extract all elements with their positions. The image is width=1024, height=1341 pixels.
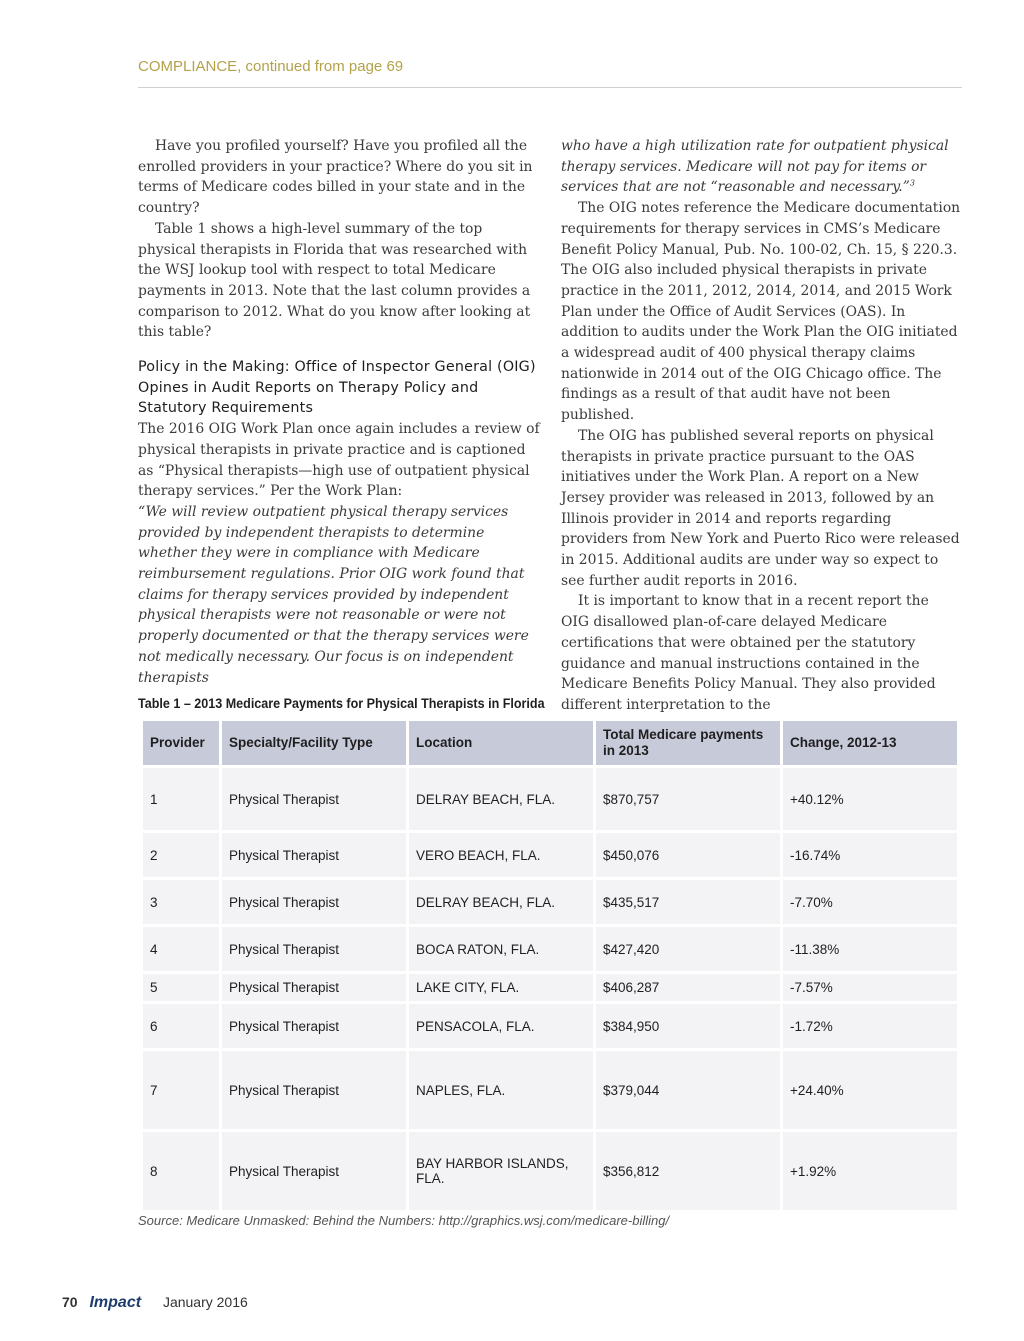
specialty-cell: Physical Therapist: [222, 768, 406, 830]
table-row: [143, 833, 957, 877]
column-header: Provider: [143, 721, 219, 765]
provider-cell: 4: [143, 927, 219, 971]
table-row: [143, 927, 957, 971]
specialty-cell: Physical Therapist: [222, 1132, 406, 1210]
specialty-cell: Physical Therapist: [222, 880, 406, 924]
change-cell: -7.57%: [783, 974, 957, 1001]
provider-cell: 2: [143, 833, 219, 877]
provider-cell: 6: [143, 1004, 219, 1048]
provider-cell: 7: [143, 1051, 219, 1129]
location-cell: BOCA RATON, FLA.: [409, 927, 593, 971]
location-cell: LAKE CITY, FLA.: [409, 974, 593, 1001]
table-row: [143, 880, 957, 924]
table-source: Source: Medicare Unmasked: Behind the Numbers: http://graphics.wsj.com/medicare-billing/: [138, 1213, 670, 1228]
location-cell: DELRAY BEACH, FLA.: [409, 768, 593, 830]
location-cell: DELRAY BEACH, FLA.: [409, 880, 593, 924]
specialty-cell: Physical Therapist: [222, 833, 406, 877]
running-head: COMPLIANCE, continued from page 69: [138, 58, 962, 88]
change-cell: -11.38%: [783, 927, 957, 971]
left-column: [138, 136, 540, 688]
change-cell: +1.92%: [783, 1132, 957, 1210]
payment-cell: $384,950: [596, 1004, 780, 1048]
column-header: Specialty/Facility Type: [222, 721, 406, 765]
paragraph: The OIG notes reference the Medicare documentation requirements for therapy services in CMS’s Medicare Benefit Policy Manual, Pub. No. 100-02, Ch. 15, § 220.3. The OIG also included physical therapists in private practice in the 2011, 2012, 2014, 2014, and 2015 Work Plan under the Office of Audit Services (OAS). In addition to audits under the Work Plan the OIG initiated a widespread audit of 400 physical therapy claims nationwide in 2014 out of the OIG Chicago office. The findings as a result of that audit have not been published.: [561, 200, 961, 424]
table-row: [143, 1004, 957, 1048]
change-cell: +24.40%: [783, 1051, 957, 1129]
location-cell: NAPLES, FLA.: [409, 1051, 593, 1129]
table-header-row: [143, 721, 957, 765]
payment-cell: $406,287: [596, 974, 780, 1001]
footnote-ref: 3: [909, 178, 915, 188]
quote-text: who have a high utilization rate for outpatient physical therapy services. Medicare will not pay for items or services that are not “reasonable and necessary.”: [561, 138, 949, 196]
payment-cell: $356,812: [596, 1132, 780, 1210]
column-header: Location: [409, 721, 593, 765]
table-row: [143, 768, 957, 830]
table-row: [143, 974, 957, 1001]
payment-cell: $450,076: [596, 833, 780, 877]
change-cell: +40.12%: [783, 768, 957, 830]
change-cell: -16.74%: [783, 833, 957, 877]
payments-table: [140, 718, 960, 1213]
table-title: Table 1 – 2013 Medicare Payments for Physical Therapists in Florida: [138, 696, 545, 711]
location-cell: VERO BEACH, FLA.: [409, 833, 593, 877]
payment-cell: $870,757: [596, 768, 780, 830]
publication-name: Impact: [89, 1294, 142, 1311]
table-row: [143, 1132, 957, 1210]
specialty-cell: Physical Therapist: [222, 974, 406, 1001]
paragraph: It is important to know that in a recent report the OIG disallowed plan-of-care delayed Medicare certifications that were obtained per the statutory guidance and manual instructions contained in the Medicare Benefits Policy Manual. They also provided different interpretation to the: [561, 593, 936, 713]
provider-cell: 5: [143, 974, 219, 1001]
provider-cell: 1: [143, 768, 219, 830]
paragraph: Table 1 shows a high-level summary of the top physical therapists in Florida that was researched with the WSJ lookup tool with respect to total Medicare payments in 2013. Note that the last column provides a comparison to 2012. What do you know after looking at this table?: [138, 220, 531, 341]
location-cell: PENSACOLA, FLA.: [409, 1004, 593, 1048]
table-row: [143, 1051, 957, 1129]
specialty-cell: Physical Therapist: [222, 1051, 406, 1129]
issue-date: January 2016: [162, 1294, 248, 1310]
paragraph: Have you profiled yourself? Have you profiled all the enrolled providers in your practice? Where do you sit in terms of Medicare codes billed in your state and in the country?: [138, 138, 533, 217]
payment-cell: $435,517: [596, 880, 780, 924]
paragraph: The OIG has published several reports on physical therapists in private practice pursuant to the OAS initiatives under the Work Plan. A report on a New Jersey provider was released in 2013, followed by an Illinois provider in 2014 and reports regarding providers from New York and Puerto Rico were released in 2015. Additional audits are under way so expect to see further audit reports in 2016.: [561, 427, 960, 589]
work-plan-quote-continued: [561, 136, 961, 198]
specialty-cell: Physical Therapist: [222, 1004, 406, 1048]
section-heading: Policy in the Making: Office of Inspector General (OIG) Opines in Audit Reports on Therapy Policy and Statutory Requirements: [138, 359, 536, 417]
location-cell: BAY HARBOR ISLANDS, FLA.: [409, 1132, 593, 1210]
column-header: Change, 2012-13: [783, 721, 957, 765]
work-plan-quote: “We will review outpatient physical therapy services provided by independent therapists to determine whether they were in compliance with Medicare reimbursement regulations. Prior OIG work found that claims for therapy services provided by independent physical therapists were not reasonable or were not properly documented or that the therapy services were not medically necessary. Our focus is on independent therapists: [138, 503, 529, 686]
right-column: [561, 136, 961, 716]
paragraph: The 2016 OIG Work Plan once again includes a review of physical therapists in private practice and is captioned as “Physical therapists—high use of outpatient physical therapy services.” Per the Work Plan:: [138, 421, 540, 500]
column-header: Total Medicare payments in 2013: [596, 721, 780, 765]
provider-cell: 3: [143, 880, 219, 924]
payment-cell: $379,044: [596, 1051, 780, 1129]
provider-cell: 8: [143, 1132, 219, 1210]
page-footer: [62, 1294, 248, 1312]
change-cell: -7.70%: [783, 880, 957, 924]
specialty-cell: Physical Therapist: [222, 927, 406, 971]
change-cell: -1.72%: [783, 1004, 957, 1048]
payment-cell: $427,420: [596, 927, 780, 971]
page-number: 70: [62, 1294, 78, 1310]
